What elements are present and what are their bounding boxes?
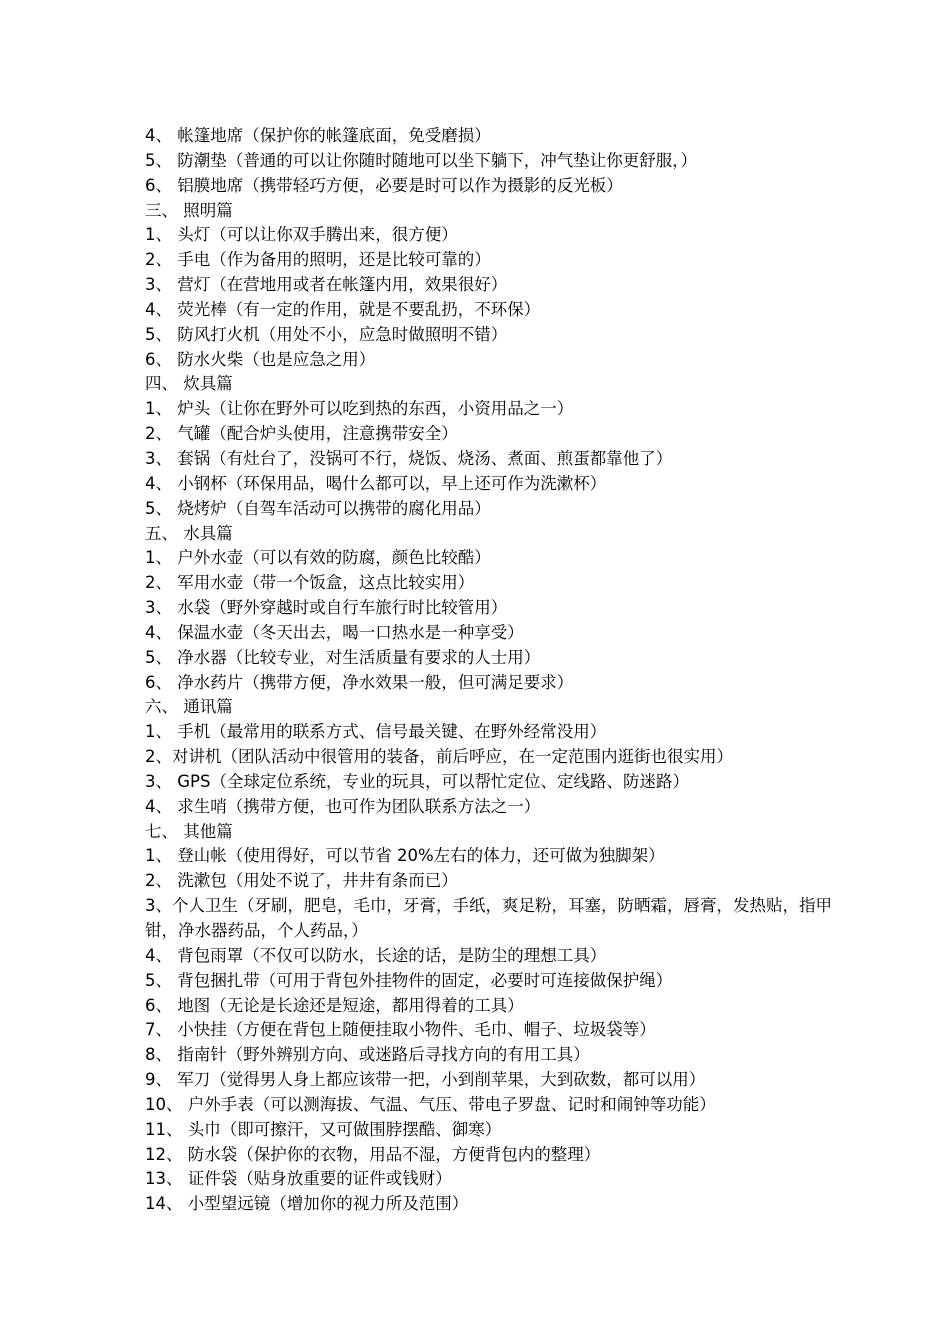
list-item: 5、 背包捆扎带（可用于背包外挂物件的固定，必要时可连接做保护绳） [145, 970, 673, 990]
list-item: 13、 证件袋（贴身放重要的证件或钱财） [145, 1169, 452, 1189]
list-item: 4、 荧光棒（有一定的作用，就是不要乱扔，不环保） [145, 299, 541, 319]
list-item: 6、 铝膜地席（携带轻巧方便，必要是时可以作为摄影的反光板） [145, 175, 623, 195]
list-item: 4、 帐篷地席（保护你的帐篷底面，免受磨损） [145, 126, 491, 145]
list-item: 1、 手机（最常用的联系方式、信号最关键、在野外经常没用） [145, 722, 607, 742]
list-item: 3、 水袋（野外穿越时或自行车旅行时比较管用） [145, 598, 508, 618]
list-item: 5、 防潮垫（普通的可以让你随时随地可以坐下躺下，冲气垫让你更舒服，） [145, 150, 697, 170]
list-item: 3、个人卫生（牙刷，肥皂，毛巾，牙膏，手纸，爽足粉，耳塞，防晒霜，唇膏，发热贴，指甲钳，净水器药品，个人药品，） [145, 896, 832, 940]
section-heading: 七、 其他篇 [145, 821, 233, 841]
list-item: 10、 户外手表（可以测海拔、气温、气压、带电子罗盘、记时和闹钟等功能） [145, 1094, 716, 1114]
list-item: 12、 防水袋（保护你的衣物，用品不湿，方便背包内的整理） [145, 1144, 601, 1164]
list-item: 4、 背包雨罩（不仅可以防水，长途的话，是防尘的理想工具） [145, 945, 607, 965]
list-item: 2、 手电（作为备用的照明，还是比较可靠的） [145, 250, 491, 270]
list-item: 6、 防水火柴（也是应急之用） [145, 349, 376, 369]
list-item: 4、 小钢杯（环保用品，喝什么都可以，早上还可作为洗漱杯） [145, 473, 607, 493]
list-item: 3、 营灯（在营地用或者在帐篷内用，效果很好） [145, 275, 508, 295]
list-item: 5、 烧烤炉（自驾车活动可以携带的腐化用品） [145, 498, 491, 518]
section-heading: 六、 通讯篇 [145, 697, 233, 717]
list-item: 6、 净水药片（携带方便，净水效果一般，但可满足要求） [145, 672, 574, 692]
list-item: 6、 地图（无论是长途还是短途，都用得着的工具） [145, 995, 524, 1015]
list-item: 5、 防风打火机（用处不小，应急时做照明不错） [145, 324, 508, 344]
list-item: 4、 保温水壶（冬天出去，喝一口热水是一种享受） [145, 622, 524, 642]
list-item: 5、 净水器（比较专业，对生活质量有要求的人士用） [145, 647, 541, 667]
list-item: 2、 军用水壶（带一个饭盒，这点比较实用） [145, 573, 475, 593]
list-item: 3、 GPS（全球定位系统，专业的玩具，可以帮忙定位、定线路、防迷路） [145, 771, 689, 791]
section-heading: 五、 水具篇 [145, 523, 233, 543]
list-item: 1、 头灯（可以让你双手腾出来，很方便） [145, 225, 458, 245]
list-item: 11、 头巾（即可擦汗，又可做围脖摆酷、御寒） [145, 1119, 502, 1139]
list-item: 1、 登山帐（使用得好，可以节省 20%左右的体力，还可做为独脚架） [145, 846, 665, 866]
section-heading: 四、 炊具篇 [145, 374, 233, 394]
list-item: 7、 小快挂（方便在背包上随便挂取小物件、毛巾、帽子、垃圾袋等） [145, 1020, 656, 1040]
list-item: 1、 炉头（让你在野外可以吃到热的东西，小资用品之一） [145, 399, 574, 419]
document-body [145, 124, 835, 1217]
section-heading: 三、 照明篇 [145, 200, 233, 220]
list-item: 2、 洗漱包（用处不说了，井井有条而已） [145, 871, 458, 891]
list-item: 1、 户外水壶（可以有效的防腐，颜色比较酷） [145, 548, 491, 568]
list-item: 14、 小型望远镜（增加你的视力所及范围） [145, 1194, 469, 1214]
list-item: 8、 指南针（野外辨别方向、或迷路后寻找方向的有用工具） [145, 1045, 590, 1065]
list-item: 2、 气罐（配合炉头使用，注意携带安全） [145, 424, 458, 444]
list-item: 2、对讲机（团队活动中很管用的装备，前后呼应，在一定范围内逛街也很实用） [145, 747, 733, 767]
list-item: 9、 军刀（觉得男人身上都应该带一把，小到削苹果，大到砍数，都可以用） [145, 1070, 706, 1090]
list-item: 4、 求生哨（携带方便，也可作为团队联系方法之一） [145, 796, 541, 816]
list-item: 3、 套锅（有灶台了，没锅可不行，烧饭、烧汤、煮面、煎蛋都靠他了） [145, 448, 673, 468]
